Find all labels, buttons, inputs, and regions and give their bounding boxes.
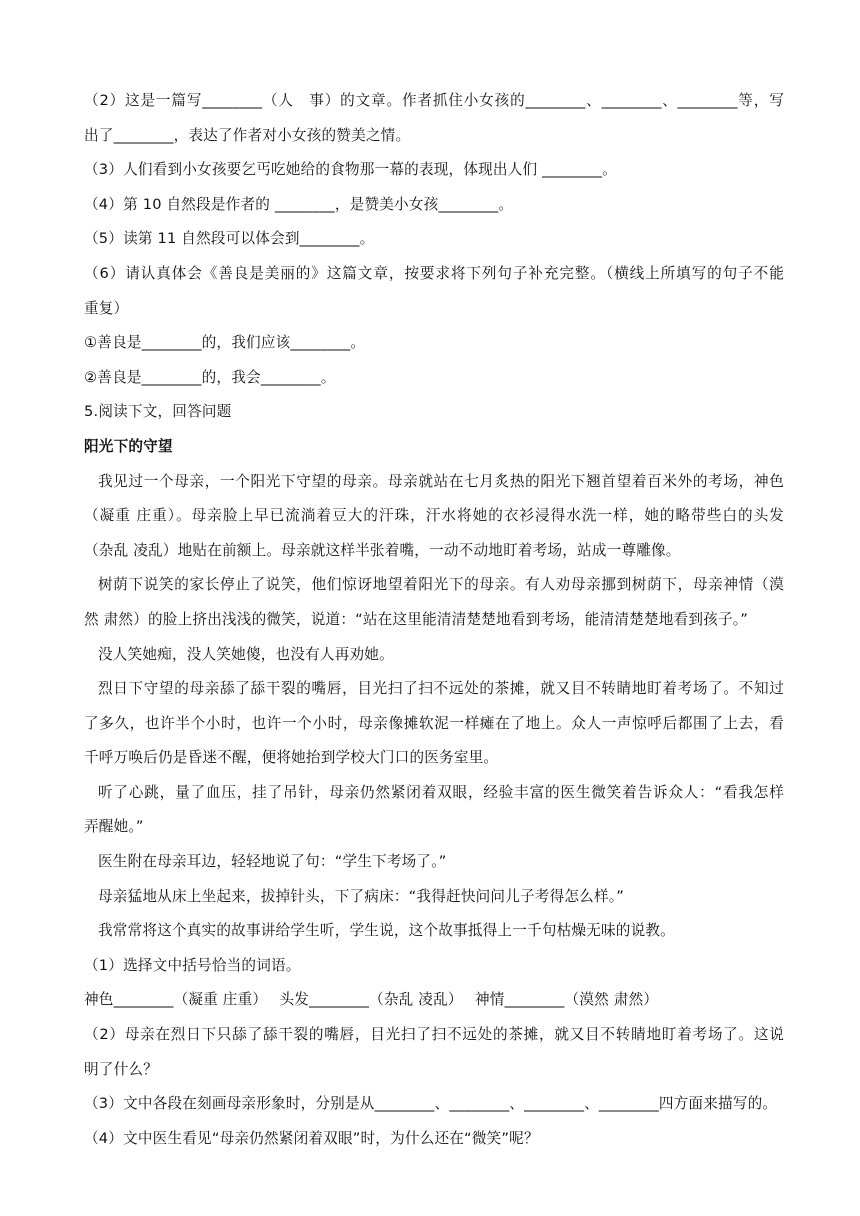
paragraph-8: 我常常将这个真实的故事讲给学生听，学生说，这个故事抵得上一千句枯燥无味的说教。 (98, 922, 675, 940)
paragraph-2-line-2: 然 肃然）的脸上挤出浅浅的微笑，说道：“站在这里能清清楚楚地看到考场，能清清楚楚地看到孩子。” (84, 610, 748, 628)
paragraph-5-line-1: 听了心跳，量了血压，挂了吊针，母亲仍然紧闭着双眼，经验丰富的医生微笑着告诉众人：“看我怎样 (98, 783, 784, 801)
section-5-question-3: （3）文中各段在刻画母亲形象时，分别是从________、________、________、________四方面来描写的。 (84, 1095, 778, 1113)
passage-title: 阳光下的守望 (84, 437, 173, 455)
section-5-intro: 5.阅读下文，回答问题 (84, 403, 232, 421)
question-6-line-1: （6）请认真体会《善良是美丽的》这篇文章，按要求将下列句子补充完整。（横线上所填写的句子不能 (84, 264, 784, 282)
paragraph-4-line-3: 千呼万唤后仍是昏迷不醒，便将她抬到学校大门口的医务室里。 (84, 749, 499, 767)
question-6-item-1: ①善良是________的，我们应该________。 (84, 334, 366, 352)
paragraph-1-line-1: 我见过一个母亲，一个阳光下守望的母亲。母亲就站在七月炙热的阳光下翘首望着百米外的考场，神色 (98, 472, 784, 490)
question-6-line-2: 重复） (84, 299, 129, 317)
section-5-question-2-line-2: 明了什么？ (84, 1060, 158, 1078)
question-6-item-2: ②善良是________的，我会________。 (84, 368, 336, 386)
paragraph-4-line-1: 烈日下守望的母亲舔了舔干裂的嘴唇，目光扫了扫不远处的茶摊，就又目不转睛地盯着考场了。不知过 (98, 680, 784, 698)
paragraph-6: 医生附在母亲耳边，轻轻地说了句：“学生下考场了。” (98, 853, 447, 871)
section-5-question-4: （4）文中医生看见“母亲仍然紧闭着双眼”时，为什么还在“微笑”呢？ (84, 1129, 539, 1147)
question-2-line-1: （2）这是一篇写________（人 事）的文章。作者抓住小女孩的________、________、________等，写 (84, 92, 784, 109)
section-5-question-1-options: 神色________（凝重 庄重） 头发________（杂乱 凌乱） 神情________（漠然 肃然） (84, 991, 659, 1009)
question-2-line-2: 出了________，表达了作者对小女孩的赞美之情。 (84, 126, 411, 144)
question-5: （5）读第 11 自然段可以体会到________。 (84, 230, 375, 248)
paragraph-3: 没人笑她痴，没人笑她傻，也没有人再劝她。 (98, 645, 394, 663)
paragraph-1-line-3: （杂乱 凌乱）地贴在前额上。母亲就这样半张着嘴，一动不动地盯着考场，站成一尊雕像。 (84, 541, 681, 559)
question-4: （4）第 10 自然段是作者的 ________，是赞美小女孩________。 (84, 195, 514, 213)
paragraph-2-line-1: 树荫下说笑的家长停止了说笑，他们惊讶地望着阳光下的母亲。有人劝母亲挪到树荫下，母亲神情（漠 (98, 576, 784, 594)
section-5-question-2-line-1: （2）母亲在烈日下只舔了舔干裂的嘴唇，目光扫了扫不远处的茶摊，就又目不转睛地盯着考场了。这说 (84, 1026, 784, 1044)
paragraph-5-line-2: 弄醒她。” (84, 818, 144, 836)
document-page (84, 84, 784, 1156)
paragraph-1-line-2: （凝重 庄重）。母亲脸上早已流淌着豆大的汗珠，汗水将她的衣衫浸得水洗一样，她的略带些白的头发 (84, 507, 784, 525)
paragraph-7: 母亲猛地从床上坐起来，拔掉针头，下了病床：“我得赶快问问儿子考得怎么样。” (98, 887, 625, 905)
paragraph-4-line-2: 了多久，也许半个小时，也许一个小时，母亲像摊软泥一样瘫在了地上。众人一声惊呼后都围了上去，看 (84, 714, 784, 732)
section-5-question-1: （1）选择文中括号恰当的词语。 (84, 956, 301, 974)
question-3: （3）人们看到小女孩要乞丐吃她给的食物那一幕的表现，体现出人们 ________。 (84, 161, 617, 179)
